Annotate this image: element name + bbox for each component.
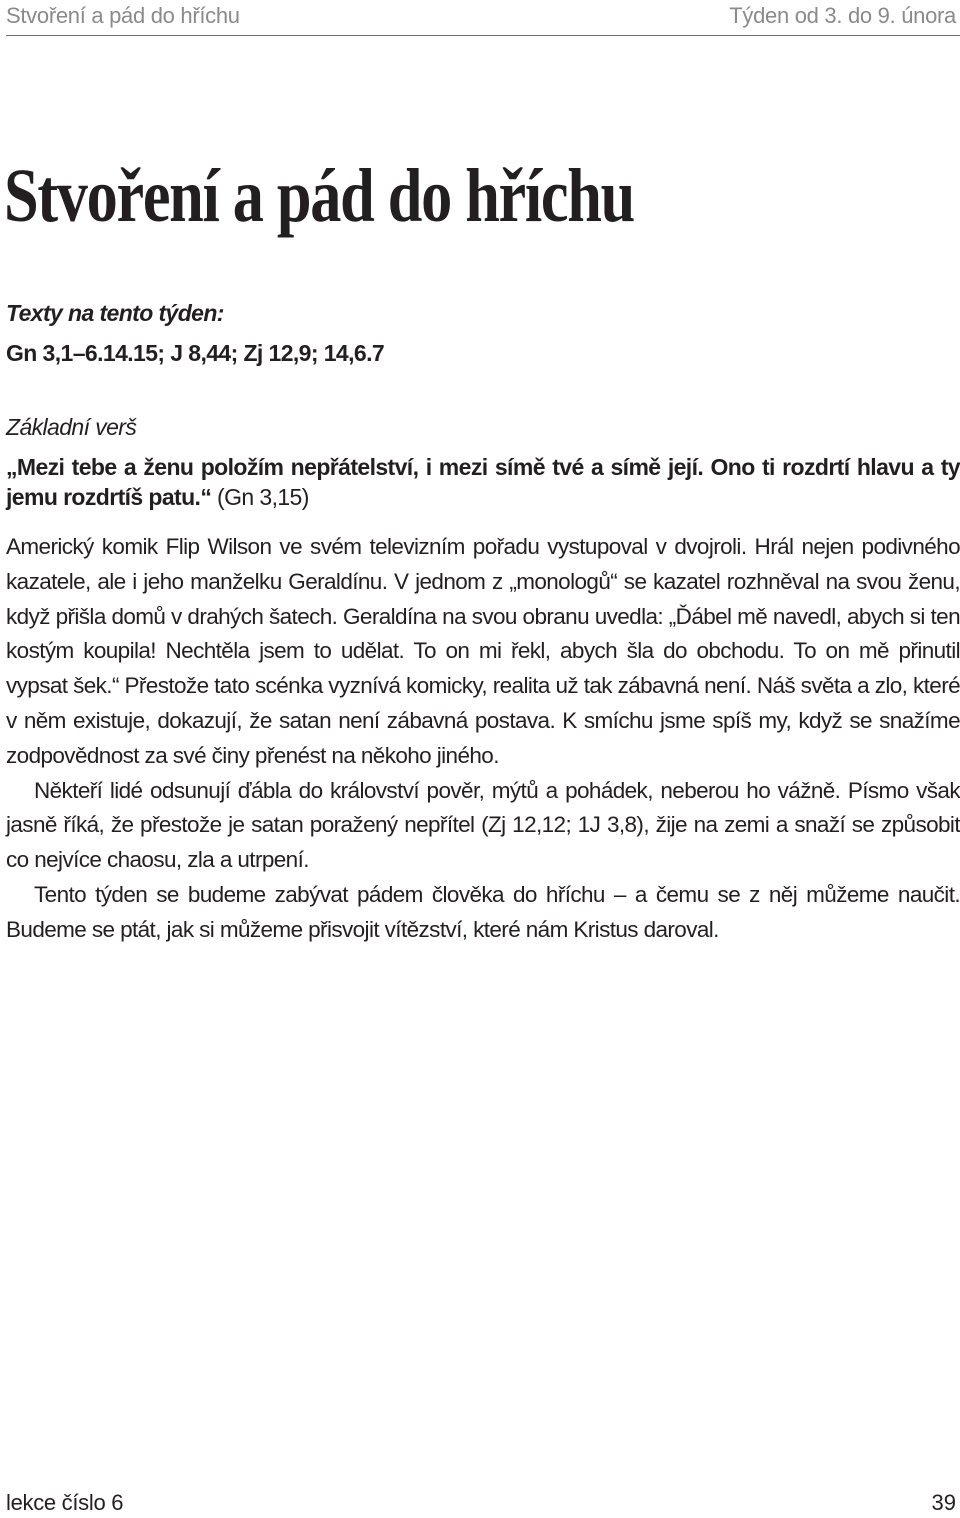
header-rule (6, 35, 960, 36)
page-number: 39 (931, 1490, 956, 1515)
running-header (6, 2, 960, 32)
key-verse-heading: Základní verš (6, 414, 137, 440)
body-paragraph: Tento týden se budeme zabývat pádem člověka do hříchu – a čemu se z něj můžeme naučit. Budeme se ptát, jak si můžeme přisvojit vítězství, které nám Kristus daroval. (6, 881, 960, 942)
lesson-title: Stvoření a pád do hříchu (4, 154, 634, 238)
key-verse-reference: (Gn 3,15) (211, 484, 309, 510)
body-paragraph: Někteří lidé odsunují ďábla do království pověr, mýtů a pohádek, neberou ho vážně. Písmo však jasně říká, že přestože je satan poražený nepřítel (Zj 12,12; 1J 3,8), žije na zemi a snaží se způsobit co nejvíce chaosu, zla a utrpení. (6, 777, 960, 873)
texts-references: Gn 3,1–6.14.15; J 8,44; Zj 12,9; 14,6.7 (6, 340, 385, 366)
intro-paragraph: Americký komik Flip Wilson ve svém televizním pořadu vystupoval v dvojroli. Hrál nejen podivného kazatele, ale i jeho manželku Geraldínu. V jednom z „monologů“ se kazatel rozhněval na svou ženu, když přišla domů v drahých šatech. Geraldína na svou obranu uvedla: „Ďábel mě navedl, abych si ten kostým koupila! Nechtěla jsem to udělat. To on mi řekl, abych šla do obchodu. To on mě přinutil vypsat šek.“ Přestože tato scénka vyznívá komicky, realita už tak zábavná není. Náš světa a zlo, které v něm existuje, dokazují, že satan není zábavná postava. K smíchu jsme spíš my, když se snažíme zodpovědnost za své činy přenést na někoho jiného. (6, 534, 960, 768)
week-range: Týden od 3. do 9. února (729, 3, 956, 28)
running-title: Stvoření a pád do hříchu (6, 3, 240, 28)
lesson-body (6, 298, 960, 948)
key-verse (6, 452, 960, 512)
texts-heading: Texty na tento týden: (6, 300, 224, 326)
key-verse-text: „Mezi tebe a ženu položím nepřátelství, i mezi símě tvé a símě její. Ono ti rozdrtí hlavu a ty jemu rozdrtíš patu.“ (6, 454, 960, 510)
page-footer (6, 1490, 960, 1518)
lesson-number: lekce číslo 6 (6, 1490, 124, 1515)
